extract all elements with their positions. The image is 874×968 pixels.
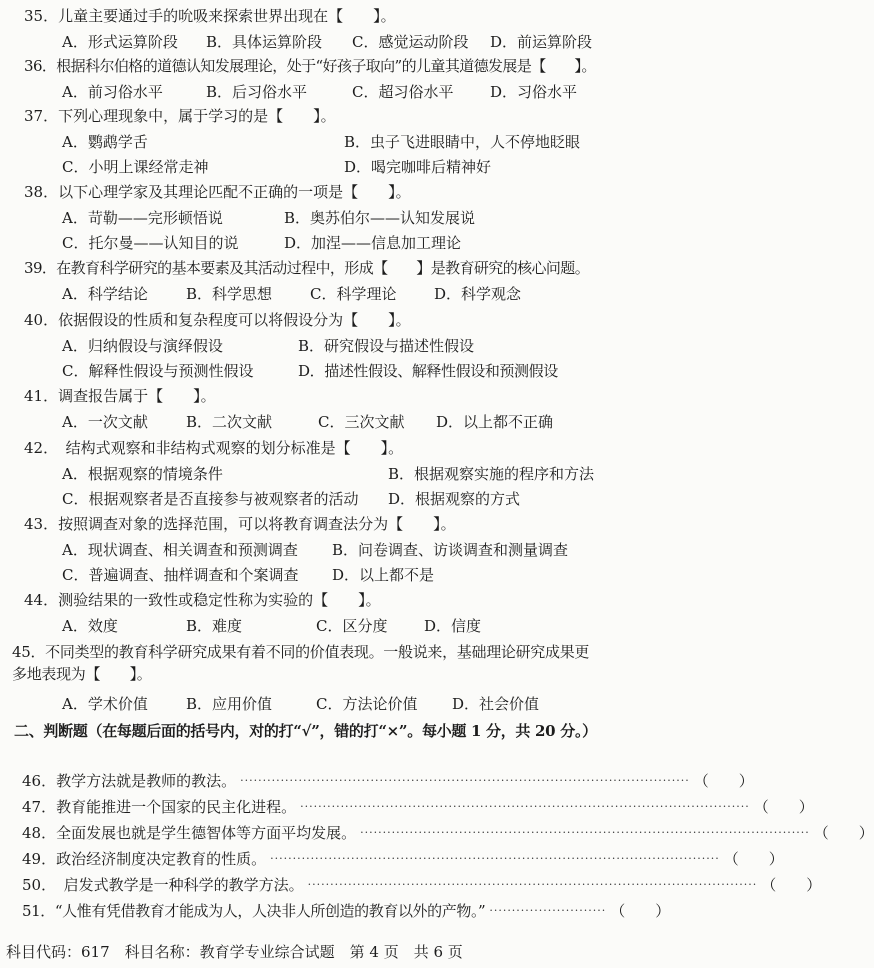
options-43-row2 — [62, 565, 597, 585]
option-c[interactable]: C．三次文献 — [318, 413, 405, 431]
question-38: 38．以下心理学家及其理论匹配不正确的一项是【 】。 — [24, 183, 411, 201]
section-heading-true-false: 二、判断题（在每题后面的括号内，对的打“√”，错的打“×”。每小题 1 分，共 20 分。） — [14, 722, 597, 740]
option-c[interactable]: C．普遍调查、抽样调查和个案调查 — [62, 566, 299, 584]
question-45: 45．不同类型的教育科学研究成果有着不同的价值表现。一般说来，基础理论研究成果更多地表现为【 】。 — [12, 643, 590, 683]
question-44: 44．测验结果的一致性或稳定性称为实验的【 】。 — [24, 591, 381, 609]
answer-bracket[interactable]: （ ） — [610, 902, 671, 920]
options-45 — [62, 694, 597, 714]
option-b[interactable]: B．应用价值 — [186, 695, 273, 713]
question-37: 37．下列心理现象中，属于学习的是【 】。 — [24, 107, 336, 125]
options-39 — [62, 284, 597, 304]
tf-item-49: 49．政治经济制度决定教育的性质。 ···································································································· （ ） — [22, 850, 784, 868]
option-d[interactable]: D．加涅——信息加工理论 — [284, 234, 462, 252]
options-37-row2 — [62, 157, 597, 177]
option-b[interactable]: B．科学思想 — [186, 285, 273, 303]
tf-text: 50． 启发式教学是一种科学的教学方法。 — [22, 876, 304, 894]
option-c[interactable]: C．超习俗水平 — [352, 83, 454, 101]
option-c[interactable]: C．根据观察者是否直接参与被观察者的活动 — [62, 490, 359, 508]
tf-item-51: 51．“人惟有凭借教育才能成为人，人决非人所创造的教育以外的产物。” ·························· （ ） — [22, 902, 671, 920]
option-c[interactable]: C．感觉运动阶段 — [352, 33, 469, 51]
option-d[interactable]: D．前运算阶段 — [490, 33, 593, 51]
answer-bracket[interactable]: （ ） — [753, 798, 814, 816]
tf-item-48: 48．全面发展也就是学生德智体等方面平均发展。 ···································································································· （ ） — [22, 824, 874, 842]
option-d[interactable]: D．根据观察的方式 — [388, 490, 521, 508]
option-d[interactable]: D．以上都不正确 — [436, 413, 554, 431]
option-d[interactable]: D．习俗水平 — [490, 83, 578, 101]
option-a[interactable]: A．苛勒——完形顿悟说 — [62, 209, 223, 227]
answer-bracket[interactable]: （ ） — [813, 824, 874, 842]
options-41 — [62, 412, 597, 432]
option-a[interactable]: A．一次文献 — [62, 413, 148, 431]
options-35 — [62, 32, 597, 52]
option-a[interactable]: A．现状调查、相关调查和预测调查 — [62, 541, 298, 559]
option-a[interactable]: A．鹦鹉学舌 — [62, 133, 148, 151]
answer-bracket[interactable]: （ ） — [723, 850, 784, 868]
page-footer: 科目代码：617 科目名称：教育学专业综合试题 第 4 页 共 6 页 — [6, 943, 463, 961]
option-b[interactable]: B．根据观察实施的程序和方法 — [388, 465, 595, 483]
option-a[interactable]: A．效度 — [62, 617, 118, 635]
option-c[interactable]: C．托尔曼——认知目的说 — [62, 234, 239, 252]
option-b[interactable]: B．后习俗水平 — [206, 83, 308, 101]
option-b[interactable]: B．问卷调查、访谈调查和测量调查 — [332, 541, 569, 559]
options-42 — [62, 464, 597, 484]
option-d[interactable]: D．以上都不是 — [332, 566, 435, 584]
options-40-row2 — [62, 361, 597, 381]
option-b[interactable]: B．具体运算阶段 — [206, 33, 323, 51]
option-d[interactable]: D．描述性假设、解释性假设和预测假设 — [298, 362, 558, 380]
question-39: 39．在教育科学研究的基本要素及其活动过程中，形成【 】是教育研究的核心问题。 — [24, 259, 590, 277]
option-c[interactable]: C．小明上课经常走神 — [62, 158, 209, 176]
option-a[interactable]: A．科学结论 — [62, 285, 148, 303]
option-c[interactable]: C．区分度 — [316, 617, 388, 635]
option-a[interactable]: A．形式运算阶段 — [62, 33, 178, 51]
question-40: 40．依据假设的性质和复杂程度可以将假设分为【 】。 — [24, 311, 411, 329]
option-a[interactable]: A．根据观察的情境条件 — [62, 465, 223, 483]
option-d[interactable]: D．信度 — [424, 617, 482, 635]
question-41: 41．调查报告属于【 】。 — [24, 387, 216, 405]
tf-text: 47．教育能推进一个国家的民主化进程。 — [22, 798, 297, 816]
tf-text: 48．全面发展也就是学生德智体等方面平均发展。 — [22, 824, 357, 842]
question-36: 36．根据科尔伯格的道德认知发展理论，处于“好孩子取向”的儿童其道德发展是【 】。 — [24, 57, 596, 75]
tf-text: 46．教学方法就是教师的教法。 — [22, 772, 237, 790]
option-c[interactable]: C．解释性假设与预测性假设 — [62, 362, 254, 380]
question-43: 43．按照调查对象的选择范围，可以将教育调查法分为【 】。 — [24, 515, 456, 533]
option-a[interactable]: A．前习俗水平 — [62, 83, 163, 101]
option-b[interactable]: B．二次文献 — [186, 413, 273, 431]
answer-bracket[interactable]: （ ） — [693, 772, 754, 790]
options-44 — [62, 616, 597, 636]
options-42-row2 — [62, 489, 597, 509]
options-40 — [62, 336, 597, 356]
tf-item-50: 50． 启发式教学是一种科学的教学方法。 ···································································································· （ ） — [22, 876, 822, 894]
options-38 — [62, 208, 597, 228]
option-d[interactable]: D．科学观念 — [434, 285, 522, 303]
option-b[interactable]: B．研究假设与描述性假设 — [298, 337, 475, 355]
options-38-row2 — [62, 233, 597, 253]
option-b[interactable]: B．难度 — [186, 617, 243, 635]
answer-bracket[interactable]: （ ） — [761, 876, 822, 894]
tf-text: 49．政治经济制度决定教育的性质。 — [22, 850, 267, 868]
option-b[interactable]: B．奥苏伯尔——认知发展说 — [284, 209, 476, 227]
question-42: 42． 结构式观察和非结构式观察的划分标准是【 】。 — [24, 439, 404, 457]
option-a[interactable]: A．学术价值 — [62, 695, 148, 713]
tf-text: 51．“人惟有凭借教育才能成为人，人决非人所创造的教育以外的产物。” — [22, 902, 486, 920]
option-c[interactable]: C．方法论价值 — [316, 695, 418, 713]
question-35: 35．儿童主要通过手的吮吸来探索世界出现在【 】。 — [24, 7, 396, 25]
options-36 — [62, 82, 597, 102]
option-a[interactable]: A．归纳假设与演绎假设 — [62, 337, 223, 355]
option-d[interactable]: D．喝完咖啡后精神好 — [344, 158, 492, 176]
option-c[interactable]: C．科学理论 — [310, 285, 397, 303]
option-b[interactable]: B．虫子飞进眼睛中，人不停地眨眼 — [344, 133, 581, 151]
tf-item-47: 47．教育能推进一个国家的民主化进程。 ···································································································· （ ） — [22, 798, 814, 816]
options-43 — [62, 540, 597, 560]
options-37 — [62, 132, 597, 152]
tf-item-46: 46．教学方法就是教师的教法。 ···································································································· （ ） — [22, 772, 754, 790]
option-d[interactable]: D．社会价值 — [452, 695, 540, 713]
